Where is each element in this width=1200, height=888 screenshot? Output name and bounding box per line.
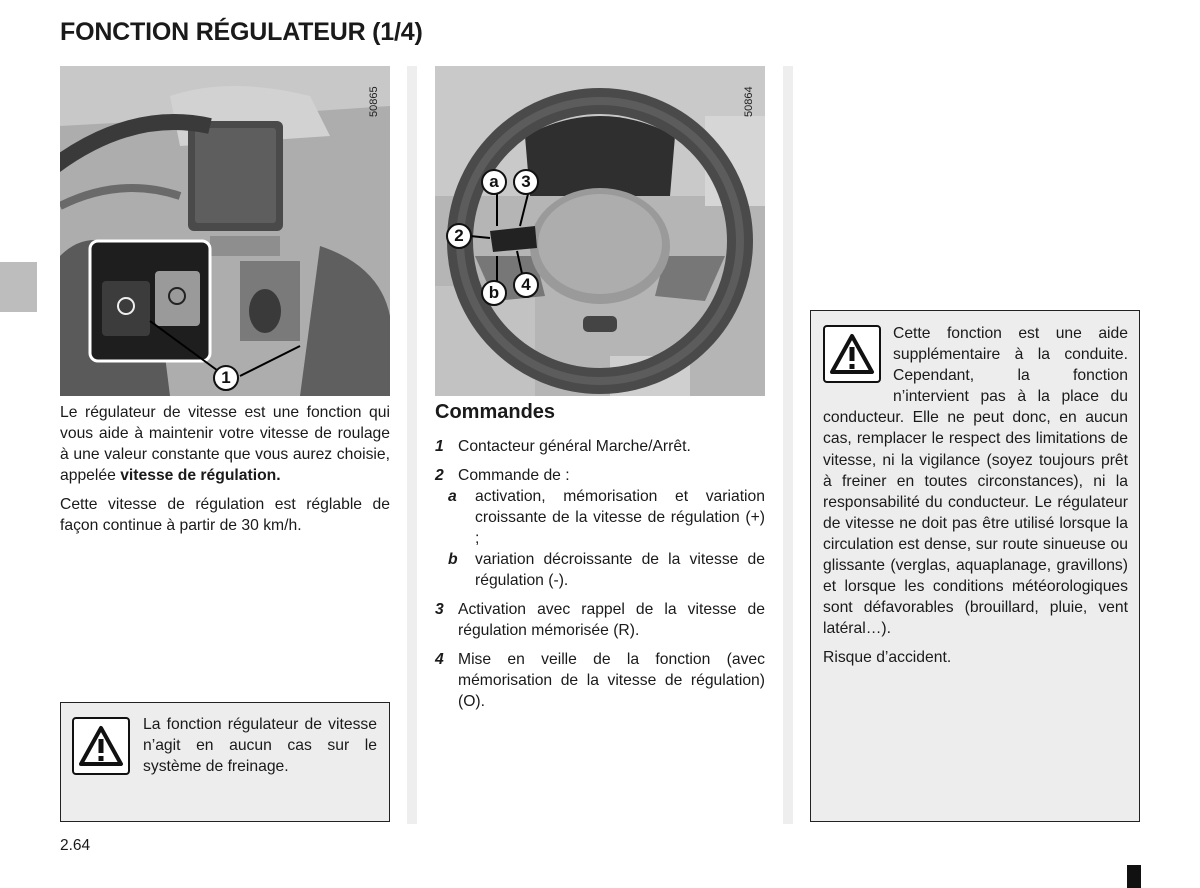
command-subitem-a (435, 486, 765, 549)
icon-float-spacer (823, 323, 893, 403)
intro-text (60, 402, 390, 544)
subitem-text: activation, mémorisation et variation croissante de la vitesse de régulation (+) ; (475, 488, 765, 547)
warning-box-driver-aid (810, 310, 1140, 822)
warning-box-braking (60, 702, 390, 822)
callout-4: 4 (513, 272, 539, 298)
command-item-2 (435, 465, 765, 486)
command-number: 4 (435, 651, 444, 668)
warning-triangle-icon (72, 717, 130, 775)
warning-risk-text: Risque d’accident. (823, 649, 952, 667)
subitem-letter: a (448, 488, 457, 505)
callout-1: 1 (213, 365, 239, 391)
command-text: Mise en veille de la fonction (avec mémorisation de la vitesse de régulation) (O). (458, 651, 765, 710)
command-number: 1 (435, 438, 444, 455)
command-text: Contacteur général Marche/Arrêt. (458, 438, 691, 455)
page-number: 2.64 (60, 837, 91, 854)
warning-text-driver-aid-container (823, 323, 1128, 669)
command-text: Activation avec rappel de la vitesse de régulation mémorisée (R). (458, 601, 765, 639)
console-switch-illustration (60, 66, 390, 396)
subitem-text: variation décroissante de la vitesse de régulation (-). (475, 551, 765, 589)
callout-b: b (481, 280, 507, 306)
section-heading-commandes: Commandes (435, 401, 556, 423)
command-subitem-b (435, 549, 765, 591)
warning-text-braking: La fonction régulateur de vitesse n’agit en aucun cas sur le système de freinage. (143, 716, 377, 775)
page-title: FONCTION RÉGULATEUR (1/4) (60, 18, 423, 46)
subitem-letter: b (448, 551, 458, 568)
callout-3: 3 (513, 169, 539, 195)
column-divider (407, 66, 417, 824)
command-item-3 (435, 599, 765, 641)
command-item-1 (435, 436, 765, 457)
intro-paragraph-1-text: Le régulateur de vitesse est une fonction qui vous aide à maintenir votre vitesse de roulage à une valeur constante que vous aurez choisie, appelée (60, 404, 390, 484)
figure-reference-code: 50864 (743, 86, 755, 118)
column-divider (783, 66, 793, 824)
intro-paragraph-2: Cette vitesse de régulation est réglable de façon continue à partir de 30 km/h. (60, 496, 390, 534)
command-text: Commande de : (458, 467, 570, 484)
intro-paragraph-1 (60, 402, 390, 486)
command-number: 3 (435, 601, 444, 618)
command-number: 2 (435, 467, 444, 484)
warning-text-driver-aid: Cette fonction est une aide supplémentaire à la conduite. Cependant, la fonction n’intervient pas à la place du conducteur. Elle ne peut donc, en aucun cas, remplacer le respect des limitations de vitesse, ni la vigilance (soyez toujours prêt à freiner en toutes circonstances), ni la responsabilité du conducteur. Le régulateur de vitesse ne doit pas être utilisé lorsque la circulation est dense, sur route sinueuse ou glissante (verglas, aquaplanage, gravillons) et lorsque les conditions météorologiques sont défavorables (brouillard, pluie, vent latéral…). (823, 325, 1128, 638)
callout-2: 2 (446, 223, 472, 249)
corner-mark (1127, 865, 1141, 888)
callout-a: a (481, 169, 507, 195)
figure-reference-code: 50865 (368, 86, 380, 118)
intro-paragraph-1-bold: vitesse de régulation. (120, 467, 281, 484)
chapter-tab-marker (0, 262, 37, 312)
steering-wheel-illustration (435, 66, 765, 396)
command-item-4 (435, 649, 765, 712)
commands-list (435, 436, 765, 720)
